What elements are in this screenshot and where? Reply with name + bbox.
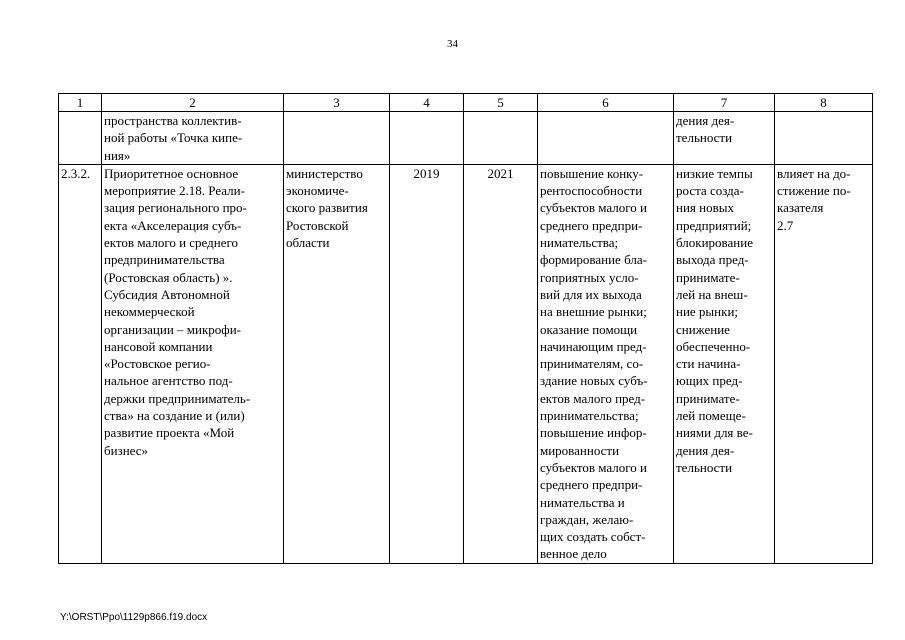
column-header-6: 6 <box>538 94 674 112</box>
column-header-4: 4 <box>390 94 464 112</box>
cell-start-year <box>390 112 464 165</box>
table-row-main <box>59 164 873 563</box>
cell-executor: министерство экономиче- ского развития Ростовской области <box>284 164 390 563</box>
cell-end-year <box>464 112 538 165</box>
cell-consequences: дения дея- тельности <box>674 112 775 165</box>
cell-measure-name: Приоритетное основное мероприятие 2.18. Реали- зация регионального про- екта «Акселерация субъ- ектов малого и среднего предпринимательства (Ростовская область) ». Субсидия Автономной некоммерческой организации – микрофи- нансовой компании «Ростовское регио- нальное агентство под- держки предприниматель- ства» на создание и (или) развитие проекта «Мой бизнес» <box>102 164 284 563</box>
cell-indicator-link: влияет на до- стижение по- казателя 2.7 <box>775 164 873 563</box>
page-number: 34 <box>447 38 458 50</box>
cell-number: 2.3.2. <box>59 164 102 563</box>
column-header-8: 8 <box>775 94 873 112</box>
column-header-5: 5 <box>464 94 538 112</box>
column-header-3: 3 <box>284 94 390 112</box>
table-row-continuation <box>59 112 873 165</box>
column-header-7: 7 <box>674 94 775 112</box>
cell-expected-result: повышение конку- рентоспособности субъектов малого и среднего предпри- нимательства; формирование бла- гоприятных усло- вий для их выхода на внешние рынки; оказание помощи начинающим пред- принимателям, со- здание новых субъ- ектов малого пред- принимательства; повышение инфор- мированности субъектов малого и среднего предпри- нимательства и граждан, желаю- щих создать собст- венное дело <box>538 164 674 563</box>
footer-file-path: Y:\ORST\Ppo\1129p866.f19.docx <box>60 612 208 623</box>
cell-expected-result <box>538 112 674 165</box>
measures-table <box>58 93 873 564</box>
column-header-1: 1 <box>59 94 102 112</box>
column-header-2: 2 <box>102 94 284 112</box>
cell-measure-name: пространства коллектив- ной работы «Точка кипе- ния» <box>102 112 284 165</box>
cell-consequences: низкие темпы роста созда- ния новых предприятий; блокирование выхода пред- принимате- лей на внеш- ние рынки; снижение обеспеченно- сти начина- ющих пред- принимате- лей помеще- ниями для ве- дения дея- тельности <box>674 164 775 563</box>
header-row <box>59 94 873 112</box>
cell-start-year: 2019 <box>390 164 464 563</box>
cell-executor <box>284 112 390 165</box>
cell-end-year: 2021 <box>464 164 538 563</box>
cell-indicator-link <box>775 112 873 165</box>
cell-number <box>59 112 102 165</box>
